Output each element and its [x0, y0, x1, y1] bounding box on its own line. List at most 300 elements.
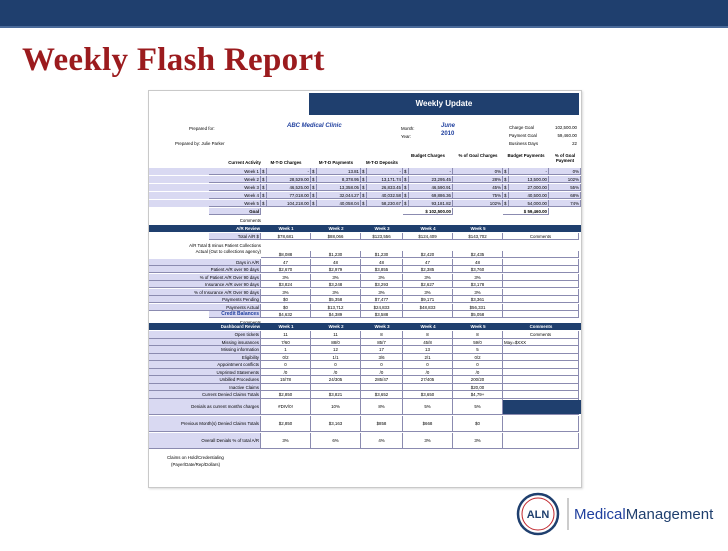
ar-total-cell: $78,681 [261, 233, 311, 240]
activity-cell: $ [503, 168, 509, 175]
ar-row-cell: $2,435 [453, 251, 503, 258]
ar-row-cell: 3% [453, 289, 503, 296]
ar-row-cell: 3% [361, 274, 403, 281]
ar-row-cell: $7,477 [361, 296, 403, 303]
ar-sub-label-1: A/R Total $ minus Patient Collections [189, 243, 261, 248]
activity-cell: Week 1 [209, 168, 261, 175]
dash-row-cell: 200/20 [453, 376, 503, 384]
top-bar-stripe [0, 26, 728, 28]
activity-cell: $ [361, 168, 367, 175]
ar-row-comment [503, 296, 579, 303]
dash-row-label: Eligibility [149, 354, 261, 362]
ar-row-cell: $2,420 [403, 251, 453, 258]
activity-cell: 40,500.00 [509, 192, 549, 199]
credit-cell: $4,632 [261, 311, 311, 318]
activity-cell: 13,171.74 [367, 176, 403, 183]
activity-cell: $ [403, 176, 409, 183]
ar-row [149, 251, 581, 258]
dash-row-label: Current Denied Claims Totals [149, 391, 261, 399]
ar-header-week: Week 5 [470, 226, 486, 231]
ar-row-cell: 3% [453, 274, 503, 281]
activity-cell: Week 5 [209, 200, 261, 207]
activity-cell: 26,833.45 [367, 184, 403, 191]
activity-cell: 93,181.82 [409, 200, 453, 207]
dash-row-cell: 0 [261, 361, 311, 369]
dash-row-cell: 8 [453, 331, 503, 339]
ar-row-cell: 47 [261, 259, 311, 266]
dash-row-label: Open tickets [149, 331, 261, 339]
dash-row [149, 331, 581, 339]
ar-row [149, 259, 581, 266]
credit-cell: $4,389 [311, 311, 361, 318]
dash-row-comment [503, 391, 579, 399]
dash-row-cell: 45/8 [403, 339, 453, 347]
ar-header-week: Week 4 [420, 226, 436, 231]
ar-row-comment [503, 266, 579, 273]
activity-cell: 55% [549, 184, 581, 191]
dash-row-cell [361, 384, 403, 392]
dash-row [149, 339, 581, 347]
ar-row-cell: $3,293 [361, 281, 403, 288]
activity-cell: 68% [549, 192, 581, 199]
dash-row-label: Appointment conflicts [149, 361, 261, 369]
dash-row-cell: 3/6 [361, 354, 403, 362]
dash-row-cell: $0 [453, 416, 503, 432]
logo-name-1: Medical [574, 506, 626, 523]
dash-row-cell: 2/1 [403, 354, 453, 362]
month-label: Month: [401, 126, 415, 131]
ar-total-cell: $124,409 [403, 233, 453, 240]
activity-cell: $ [503, 176, 509, 183]
dash-row-cell: /0 [453, 369, 503, 377]
ar-header-label: A/R Review [236, 226, 260, 231]
activity-cell: $ [261, 192, 267, 199]
ar-row-cell: $3,361 [453, 296, 503, 303]
dash-row-cell: 3% [261, 433, 311, 449]
activity-cell: $ [361, 176, 367, 183]
ar-row-cell: $5,358 [311, 296, 361, 303]
sheet-header: Weekly Update [309, 93, 579, 115]
ar-header-week: Week 1 [278, 226, 294, 231]
ar-row-cell: $3,855 [361, 266, 403, 273]
logo-mark-text: ALN [526, 509, 550, 521]
goal-charges: $ 102,500.00 [403, 208, 453, 215]
dash-row-label: Unbilled Procedures [149, 376, 261, 384]
activity-cell: $ [311, 176, 317, 183]
ar-row-cell: 48 [311, 259, 361, 266]
dash-row-cell: 8 [403, 331, 453, 339]
activity-cell: 0% [453, 168, 503, 175]
ar-row-cell: $24,833 [361, 304, 403, 311]
activity-cell: $ [311, 184, 317, 191]
activity-cell: 75% [453, 192, 503, 199]
activity-cell: - [267, 168, 311, 175]
activity-cell: $ [403, 184, 409, 191]
dash-row-cell: /0 [311, 369, 361, 377]
activity-cell: $ [361, 192, 367, 199]
dash-row-label: Missing insurances [149, 339, 261, 347]
activity-cell: $ [403, 200, 409, 207]
dash-row-cell: /0 [261, 369, 311, 377]
slide-title: Weekly Flash Report [22, 42, 325, 78]
spreadsheet [148, 90, 582, 488]
ar-row-comment [503, 289, 579, 296]
dash-row-cell: 6% [311, 433, 361, 449]
top-bar [0, 0, 728, 28]
activity-cell: 13,500.00 [509, 176, 549, 183]
dash-row-cell: 12 [311, 346, 361, 354]
ar-row-cell: $8,088 [261, 251, 311, 258]
ar-row-cell: 48 [453, 259, 503, 266]
ar-row-cell: $9,171 [403, 296, 453, 303]
activity-header-cell: M-T-D Deposits [366, 160, 398, 165]
dash-row-cell: 88/0 [311, 339, 361, 347]
dash-row-label: Overall Denials % of total A/R [149, 433, 261, 449]
dash-row-cell: 3% [403, 433, 453, 449]
dash-row-cell: $2,850 [261, 391, 311, 399]
dash-row-comment [503, 354, 579, 362]
dash-row-cell: /0 [361, 369, 403, 377]
activity-cell: $ [503, 192, 509, 199]
activity-cell: 74% [549, 200, 581, 207]
credit-label: Credit Balances [209, 311, 261, 318]
dash-row [149, 433, 581, 449]
dash-row-cell: 1 [261, 346, 311, 354]
dash-row-comment: Comments [503, 331, 579, 339]
activity-header-cell: Current Activity [228, 160, 261, 165]
dash-row-cell: 11 [311, 331, 361, 339]
ar-row-label: Patient A/R over 90 days [149, 266, 261, 273]
dash-row-cell: $3,650 [403, 391, 453, 399]
dash-row [149, 384, 581, 392]
activity-cell: 27,000.00 [509, 184, 549, 191]
dash-row-cell: 5% [453, 399, 503, 415]
activity-cell: 58,230.67 [367, 200, 403, 207]
activity-cell: $ [361, 200, 367, 207]
ar-row-comment [503, 251, 579, 258]
dash-row [149, 361, 581, 369]
dash-header-label: Dashboard Review [220, 324, 260, 329]
activity-cell: 23,295.45 [409, 176, 453, 183]
ar-total-row [149, 233, 581, 240]
dash-row-label: Unprinted Statements [149, 369, 261, 377]
credit-cell: $3,588 [361, 311, 403, 318]
dash-header-week: Week 2 [328, 324, 344, 329]
svg-text:MedicalManagement [574, 506, 714, 523]
activity-header-row [149, 153, 581, 167]
ar-row [149, 289, 581, 296]
dash-row-cell: $20,00 [453, 384, 503, 392]
year-label: Year: [401, 134, 412, 139]
dash-row-cell [403, 384, 453, 392]
dash-row-cell: 1/1 [311, 354, 361, 362]
activity-cell: $ [503, 200, 509, 207]
activity-cell: $ [261, 168, 267, 175]
dash-row-comment [503, 376, 579, 384]
ar-row-cell: 3% [403, 274, 453, 281]
activity-cell: Week 2 [209, 176, 261, 183]
dash-row-comment [503, 369, 579, 377]
ar-sub-label-2: Actual (Out to collections agency) [195, 249, 261, 254]
ar-row-cell: $56,331 [453, 304, 503, 311]
dash-row [149, 391, 581, 399]
ar-row-cell: $0 [261, 296, 311, 303]
activity-cell: 54,000.00 [509, 200, 549, 207]
ar-row-comment [503, 304, 579, 311]
goal-payments: $ 59,460.00 [503, 208, 549, 215]
dash-row-cell: 0/2 [453, 354, 503, 362]
dash-row-cell: 11 [261, 331, 311, 339]
ar-row-comment [503, 259, 579, 266]
dash-row [149, 354, 581, 362]
dash-row-cell: /0 [403, 369, 453, 377]
dash-row-cell: $3,652 [361, 391, 403, 399]
activity-cell: - [509, 168, 549, 175]
ar-row-label: Days in A/R [149, 259, 261, 266]
ar-row-cell: $3,248 [311, 281, 361, 288]
activity-cell: 77,018.00 [267, 192, 311, 199]
activity-cell: 13,358.05 [317, 184, 361, 191]
activity-cell: 69,886.36 [409, 192, 453, 199]
dash-row-cell: $4,79+ [453, 391, 503, 399]
dash-row-cell: $3,821 [311, 391, 361, 399]
ar-row-cell: $2,627 [403, 281, 453, 288]
dash-footer-1: Claims on Hold/Credentialing [167, 454, 224, 460]
ar-row-cell: 3% [261, 289, 311, 296]
activity-cell: 104,218.00 [267, 200, 311, 207]
ar-row [149, 296, 581, 303]
dash-row-cell: 0 [453, 361, 503, 369]
goal-label: Payment Goal [509, 133, 537, 138]
ar-row-cell: $0 [261, 304, 311, 311]
dash-row-cell: $2,850 [261, 416, 311, 432]
activity-cell: Week 4 [209, 192, 261, 199]
credit-cell [403, 311, 453, 318]
goal-label: Goal [209, 208, 261, 215]
ar-row-cell: $48,833 [403, 304, 453, 311]
dash-row-comment [503, 384, 579, 392]
dash-row-cell: 59/0 [453, 339, 503, 347]
dash-row-cell: $3,163 [311, 416, 361, 432]
ar-row-cell: $2,670 [261, 266, 311, 273]
ar-row-cell: 3% [261, 274, 311, 281]
dash-row-cell: 285/47 [361, 376, 403, 384]
activity-row [149, 192, 581, 199]
aln-logo [512, 490, 728, 546]
client-name: ABC Medical Clinic [287, 123, 342, 129]
activity-cell: 32,044.27 [317, 192, 361, 199]
dash-row [149, 369, 581, 377]
ar-row-cell: $13,712 [311, 304, 361, 311]
ar-row-label: % of Patient A/R Over 90 days [149, 274, 261, 281]
ar-row-cell: 47 [403, 259, 453, 266]
dash-row [149, 416, 581, 432]
dash-row-cell: 5 [453, 346, 503, 354]
dash-row-comment [503, 433, 579, 449]
ar-credit-row [149, 311, 581, 318]
dash-row-cell: 15/78 [261, 376, 311, 384]
ar-row-cell: $2,385 [403, 266, 453, 273]
activity-header-cell: Budget Payments [507, 153, 545, 158]
dash-row-cell: 85/7 [361, 339, 403, 347]
dash-row-cell: 8 [361, 331, 403, 339]
dash-row-cell: 10% [311, 399, 361, 415]
dash-row-cell: $668 [403, 416, 453, 432]
ar-header-week: Week 2 [328, 226, 344, 231]
activity-cell: $ [311, 200, 317, 207]
ar-row-cell: 3% [361, 289, 403, 296]
dash-header-week: Week 3 [374, 324, 390, 329]
ar-row-label: Payments Pending [149, 296, 261, 303]
activity-header-cell: % of Goal Charges [458, 153, 498, 158]
activity-cell: - [409, 168, 453, 175]
dash-row-cell: 24/305 [311, 376, 361, 384]
activity-row [149, 176, 581, 183]
activity-cell: $ [261, 200, 267, 207]
dash-row-cell: 0/2 [261, 354, 311, 362]
dash-row-cell: 17 [361, 346, 403, 354]
ar-row-cell: 48 [361, 259, 403, 266]
goal-value: 102,500.00 [555, 125, 577, 130]
dash-header-comments: Comments [529, 324, 553, 329]
activity-cell: 102% [549, 176, 581, 183]
activity-cell: 28% [453, 176, 503, 183]
year-value: 2010 [441, 131, 455, 137]
goal-value: 59,460.00 [557, 133, 577, 138]
dash-row-cell: 0 [403, 361, 453, 369]
dash-footer-2: (Payer/Date/Rep/Dollars) [171, 461, 221, 467]
ar-row [149, 274, 581, 281]
activity-cell: 13.81 [317, 168, 361, 175]
goal-value: 22 [572, 141, 577, 146]
ar-row-cell: $1,230 [311, 251, 361, 258]
dash-row-comment [503, 346, 579, 354]
activity-cell: 28,529.00 [267, 176, 311, 183]
aln-logo-mark [512, 490, 728, 546]
ar-total-cell: $123,556 [361, 233, 403, 240]
ar-row-cell: 3% [311, 274, 361, 281]
dash-row-cell: 5% [403, 399, 453, 415]
activity-cell: $ [261, 184, 267, 191]
dash-row-cell: 4% [361, 433, 403, 449]
activity-cell: $ [361, 184, 367, 191]
activity-cell: $ [261, 176, 267, 183]
activity-cell: $ [311, 192, 317, 199]
dash-row-label: Denials as current months charges [149, 399, 261, 415]
dash-row-cell: 0 [361, 361, 403, 369]
dash-row-comment [503, 416, 579, 432]
activity-row [149, 200, 581, 207]
activity-row [149, 168, 581, 175]
activity-cell: 45% [453, 184, 503, 191]
ar-row-comment [503, 281, 579, 288]
prepared-by: Prepared by: Julie Parker [175, 141, 225, 146]
dash-row [149, 376, 581, 384]
activity-header-cell: M-T-D Charges [270, 160, 302, 165]
dash-row-cell: 27/405 [403, 376, 453, 384]
dash-header-week: Week 1 [278, 324, 294, 329]
dash-row-cell: $858 [361, 416, 403, 432]
comments-label: Comments [239, 218, 261, 223]
dash-header-week: Week 4 [420, 324, 436, 329]
ar-row-label: Insurance A/R over 90 days [149, 281, 261, 288]
activity-cell: $ [403, 192, 409, 199]
ar-comments: Comments [503, 233, 579, 240]
activity-cell: 46,525.00 [267, 184, 311, 191]
dash-row-cell [311, 384, 361, 392]
dash-row [149, 346, 581, 354]
ar-row-label: Payments Actual [149, 304, 261, 311]
ar-total-cell: $88,066 [311, 233, 361, 240]
dash-header-week: Week 5 [470, 324, 486, 329]
ar-row-cell: $2,979 [311, 266, 361, 273]
ar-header-row [149, 225, 581, 232]
activity-header-cell: Budget Charges [411, 153, 445, 158]
dash-row-comment [503, 361, 579, 369]
activity-cell: 8,378.95 [317, 176, 361, 183]
dash-row-cell: 7/60 [261, 339, 311, 347]
prepared-for-label: Prepared for: [189, 126, 215, 131]
ar-row [149, 266, 581, 273]
activity-cell: 40,032.58 [367, 192, 403, 199]
dash-row-cell: #DIV/0! [261, 399, 311, 415]
activity-row [149, 184, 581, 191]
goal-label: Charge Goal [509, 125, 534, 130]
activity-header-cell: % of Goal Payment [554, 153, 576, 163]
activity-cell: - [367, 168, 403, 175]
ar-row-cell: $3,760 [453, 266, 503, 273]
credit-cell: $5,058 [453, 311, 503, 318]
ar-row-cell: 3% [311, 289, 361, 296]
activity-cell: 46,590.91 [409, 184, 453, 191]
activity-header-cell: M-T-D Payments [318, 160, 354, 165]
activity-cell: 102% [453, 200, 503, 207]
dash-row-cell: 13 [403, 346, 453, 354]
ar-row [149, 281, 581, 288]
activity-cell: $ [403, 168, 409, 175]
credit-comment [503, 311, 579, 318]
ar-total-cell: $143,702 [453, 233, 503, 240]
activity-goal-row [149, 208, 581, 215]
ar-header-week: Week 3 [374, 226, 390, 231]
ar-row-cell: $3,824 [261, 281, 311, 288]
ar-row-cell: $1,230 [361, 251, 403, 258]
ar-row-cell: 3% [403, 289, 453, 296]
dash-row-comment: May=$XXX [503, 339, 579, 347]
activity-cell: 40,058.04 [317, 200, 361, 207]
dash-row-label: Inactive Claims [149, 384, 261, 392]
ar-total-label: Total A/R $ [209, 233, 261, 240]
dash-row-cell: 8% [361, 399, 403, 415]
activity-cell: Week 3 [209, 184, 261, 191]
dash-row-label: Previous Month(s) Denied Claims Totals [149, 416, 261, 432]
dash-row-cell: 3% [453, 433, 503, 449]
dash-row-label: Missing information [149, 346, 261, 354]
ar-row-comment [503, 274, 579, 281]
activity-cell: $ [503, 184, 509, 191]
dash-row-cell: 0 [311, 361, 361, 369]
activity-cell: $ [311, 168, 317, 175]
dash-row-cell [261, 384, 311, 392]
ar-row [149, 304, 581, 311]
ar-row-cell: $3,178 [453, 281, 503, 288]
logo-name-2: Management [625, 506, 714, 523]
month-value: June [441, 123, 456, 129]
activity-cell: 0% [549, 168, 581, 175]
dash-header-row [149, 323, 581, 330]
goal-label: Business Days [509, 141, 539, 146]
ar-row-label: % of Insurance A/R Over 90 days [149, 289, 261, 296]
